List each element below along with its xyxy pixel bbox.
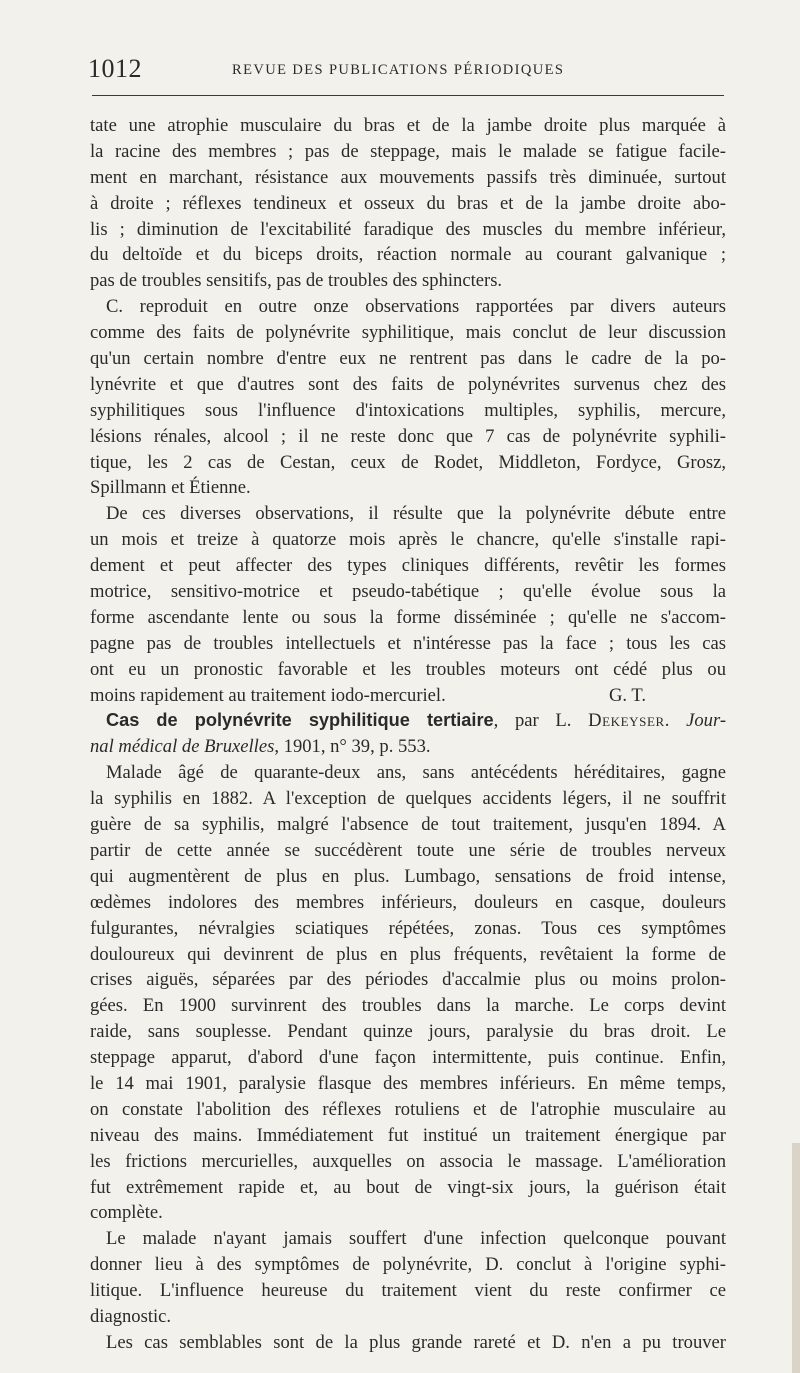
text-line: dement et peut affecter des types cliniques différents, revêtir les formes: [90, 555, 726, 577]
text-line: Les cas semblables sont de la plus grande rareté et D. n'en a pu trouver: [106, 1331, 726, 1353]
text-line: Le malade n'ayant jamais souffert d'une infection quelconque pouvant: [106, 1228, 726, 1250]
text-line: Malade âgé de quarante-deux ans, sans antécédents héréditaires, gagne: [106, 762, 726, 784]
article-title: Cas de polynévrite syphilitique tertiaire: [106, 710, 494, 731]
text-line: ont eu un pronostic favorable et les troubles moteurs ont cédé plus ou: [90, 658, 726, 680]
text-line: diagnostic.: [90, 1305, 172, 1327]
running-title: REVUE DES PUBLICATIONS PÉRIODIQUES: [232, 62, 565, 78]
text-line: lésions rénales, alcool ; il ne reste donc que 7 cas de polynévrite syphili-: [90, 425, 726, 447]
text-line: comme des faits de polynévrite syphilitique, mais conclut de leur discussion: [90, 322, 726, 344]
text-line: complète.: [90, 1202, 163, 1224]
text-line: partir de cette année se succédèrent toute une série de troubles nerveux: [90, 839, 726, 861]
text-line: niveau des mains. Immédiatement fut institué un traitement énergique par: [90, 1124, 726, 1146]
text-line: Spillmann et Étienne.: [90, 477, 251, 499]
text-line: tate une atrophie musculaire du bras et de la jambe droite plus marquée à: [90, 115, 726, 136]
text-line: du deltoïde et du biceps droits, réaction normale au courant galvanique ;: [90, 244, 726, 266]
text-line: le 14 mai 1901, paralysie flasque des membres inférieurs. En même temps,: [90, 1072, 726, 1094]
text-line: syphilitiques sous l'influence d'intoxications multiples, syphilis, mercure,: [90, 399, 726, 421]
text-line: forme ascendante lente ou sous la forme disséminée ; qu'elle ne s'accom-: [90, 606, 726, 628]
text-line: ment en marchant, résistance aux mouvements passifs très diminuée, surtout: [90, 166, 726, 188]
text-line: qu'un certain nombre d'entre eux ne rentrent pas dans le cadre de la po-: [90, 348, 726, 370]
text-line: lis ; diminution de l'excitabilité faradique des muscles du membre inférieur,: [90, 218, 726, 240]
text-line: la racine des membres ; pas de steppage, mais le malade se fatigue facile-: [90, 140, 726, 162]
article-heading: [90, 708, 726, 760]
text-line-content: moins rapidement au traitement iodo-mercuriel.: [90, 684, 446, 706]
text-line: guère de sa syphilis, malgré l'absence de tout traitement, jusqu'en 1894. A: [90, 814, 726, 836]
text-line: litique. L'influence heureuse du traitement vient du reste confirmer ce: [90, 1280, 726, 1302]
text-line: donner lieu à des symptômes de polynévrite, D. conclut à l'origine syphi-: [90, 1254, 726, 1276]
byline-prefix: , par L.: [493, 710, 589, 732]
text-line: fut extrêmement rapide et, au bout de vingt-six jours, la guérison était: [90, 1176, 726, 1198]
paragraph-2: [90, 294, 726, 501]
author-signature: G. T.: [608, 684, 646, 706]
paragraph-4: [90, 760, 726, 1226]
paragraph-5: [90, 1226, 726, 1330]
text-line: raide, sans souplesse. Pendant quinze jours, paralysie du bras droit. Le: [90, 1021, 726, 1043]
text-line: pagne pas de troubles intellectuels et n'intéresse pas la face ; tous les cas: [90, 632, 726, 654]
heading-line: [90, 708, 726, 734]
text-line: gées. En 1900 survinrent des troubles dans la marche. Le corps devint: [90, 995, 726, 1017]
text-line: pas de troubles sensitifs, pas de troubles des sphincters.: [90, 270, 503, 292]
byline-dot: .: [664, 710, 687, 732]
text-line: C. reproduit en outre onze observations rapportées par divers auteurs: [106, 296, 726, 318]
header-rule: [92, 95, 724, 96]
journal-name-end: nal médical de Bruxelles: [90, 736, 275, 758]
text-line: on constate l'abolition des réflexes rotuliens et de l'atrophie musculaire au: [90, 1098, 726, 1120]
article-body: [90, 113, 726, 1356]
text-line: [90, 683, 726, 709]
page-edge-shadow: [792, 1143, 800, 1373]
text-line: tique, les 2 cas de Cestan, ceux de Rodet, Middleton, Fordyce, Grosz,: [90, 451, 726, 473]
text-line: crises aiguës, séparées par des périodes d'accalmie plus ou moins prolon-: [90, 969, 726, 991]
text-line: un mois et treize à quatorze mois après le chancre, qu'elle s'installe rapi-: [90, 529, 726, 551]
text-line: lynévrite et que d'autres sont des faits de polynévrites survenus chez des: [90, 373, 726, 395]
page-number: 1012: [88, 54, 142, 83]
paragraph-6: [90, 1330, 726, 1356]
text-line: douloureux qui devinrent de plus en plus fréquents, revêtaient la forme de: [90, 943, 726, 965]
text-line: œdèmes indolores des membres inférieurs, douleurs en casque, douleurs: [90, 891, 726, 913]
text-line: De ces diverses observations, il résulte que la polynévrite débute entre: [106, 503, 726, 525]
text-line: motrice, sensitivo-motrice et pseudo-tabétique ; qu'elle évolue sous la: [90, 581, 726, 603]
text-line: la syphilis en 1882. A l'exception de quelques accidents légers, il ne souffrit: [90, 788, 726, 810]
text-line: les frictions mercurielles, auxquelles on associa le massage. L'amélioration: [90, 1150, 726, 1172]
article-author: Dekeyser: [588, 710, 665, 732]
journal-name-start: Jour-: [686, 710, 726, 732]
text-line: à droite ; réflexes tendineux et osseux du bras et de la jambe droite abo-: [90, 192, 726, 214]
text-line: steppage apparut, d'abord d'une façon intermittente, puis continue. Enfin,: [90, 1047, 726, 1069]
text-line: qui augmentèrent de plus en plus. Lumbago, sensations de froid intense,: [90, 865, 726, 887]
journal-reference: , 1901, n° 39, p. 553.: [274, 736, 431, 758]
text-line: fulgurantes, névralgies sciatiques répétées, zonas. Tous ces symptômes: [90, 917, 726, 939]
paragraph-3: [90, 501, 726, 708]
heading-line: [90, 734, 726, 760]
paragraph-1: [90, 113, 726, 294]
